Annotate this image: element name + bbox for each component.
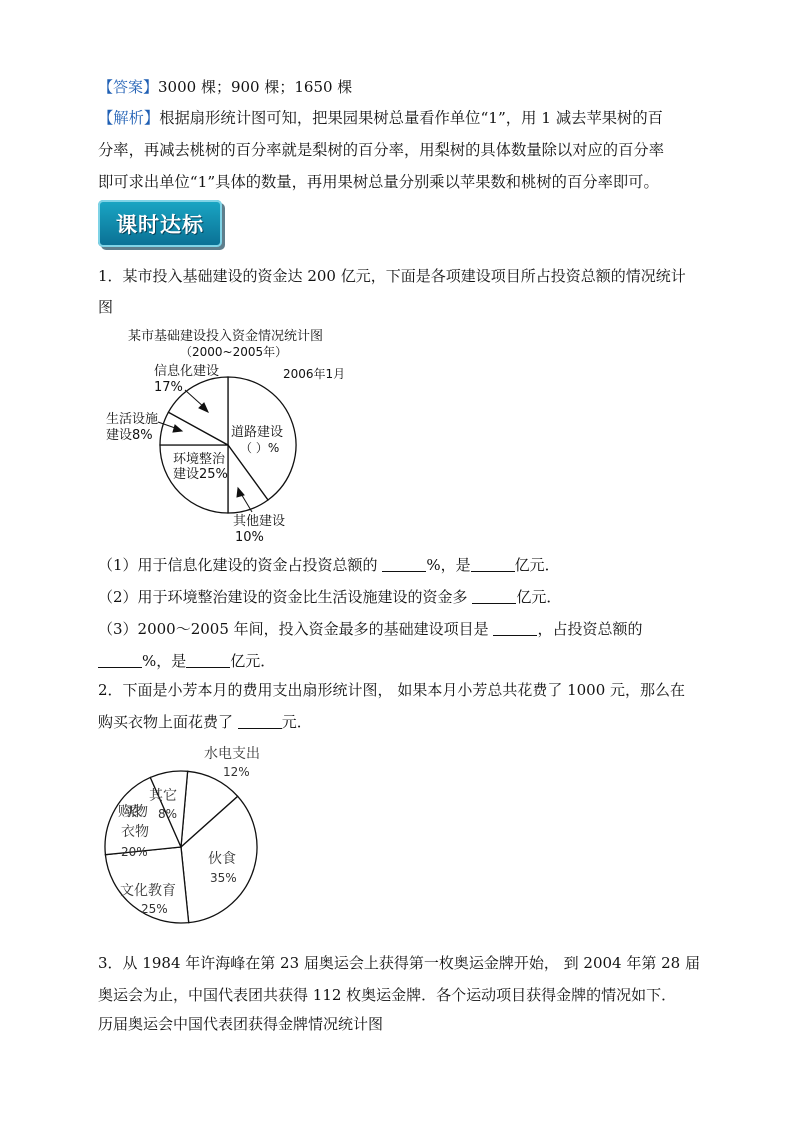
banner-label: 课时达标 xyxy=(116,212,204,237)
chart-1-label-other: 其他建设 xyxy=(233,514,286,529)
q1-sub-3-cont xyxy=(98,651,718,671)
chart-2-label-utilities: 水电支出 xyxy=(204,746,260,762)
answer-text: 3000 棵；900 棵；1650 棵 xyxy=(158,78,353,96)
chart-1-value-other: 10% xyxy=(235,530,264,545)
chart-1-title: 某市基础建设投入资金情况统计图 xyxy=(128,329,324,344)
q1-stem-line-1: 1．某市投入基础建设的资金达 200 亿元，下面是各项建设项目所占投资总额的情况统计 xyxy=(98,267,686,285)
q1-sub-3 xyxy=(98,619,718,639)
q1-sub-3-a: （3）2000～2005 年间，投入资金最多的基础建设项目是 xyxy=(98,620,494,638)
q1-sub-2-b: 亿元． xyxy=(516,588,562,606)
analysis-line-3: 即可求出单位“1”具体的数量，再用果树总量分别乘以苹果数和桃树的百分率即可。 xyxy=(98,173,659,191)
chart-1-date: 2006年1月 xyxy=(283,367,346,381)
analysis-line-2: 分率，再减去桃树的百分率就是梨树的百分率，用梨树的具体数量除以对应的百分率 xyxy=(98,141,664,159)
q2-stem-line-2 xyxy=(98,712,718,732)
blank-4[interactable] xyxy=(493,621,537,636)
q1-sub-2-a: （2）用于环境整治建设的资金比生活设施建设的资金多 xyxy=(98,588,473,606)
q2-stem-line-1: 2．下面是小芳本月的费用支出扇形统计图， 如果本月小芳总共花费了 1000 元，那么在 xyxy=(98,681,686,699)
analysis-line-1 xyxy=(98,108,718,128)
q2-stem-2-b: 元． xyxy=(281,713,312,731)
chart-1-label-life: 生活设施 xyxy=(106,412,159,427)
q1-stem-line-2: 图 xyxy=(98,298,114,316)
blank-2[interactable] xyxy=(471,557,515,572)
chart-2-label-clothes: 购买衣物 xyxy=(118,804,148,820)
chart-1-value-life: 建设8% xyxy=(106,428,153,443)
chart-1-value-info: 17% xyxy=(154,380,183,395)
chart-2-label-clothes-2: 衣物 xyxy=(121,824,149,840)
blank-7[interactable] xyxy=(238,714,282,729)
chart-1-subtitle: （2000~2005年） xyxy=(180,345,288,359)
q1-sub-1-b: %，是 xyxy=(426,556,471,574)
q3-stem-line-1: 3．从 1984 年许海峰在第 23 届奥运会上获得第一枚奥运金牌开始， 到 2004 年第 28 届 xyxy=(98,954,700,972)
blank-1[interactable] xyxy=(382,557,426,572)
blank-6[interactable] xyxy=(186,653,230,668)
q1-sub-2 xyxy=(98,587,718,607)
q3-stem-line-2: 奥运会为止，中国代表团共获得 112 枚奥运金牌．各个运动项目获得金牌的情况如下． xyxy=(98,986,677,1004)
analysis-tag: 【解析】 xyxy=(98,109,160,127)
q1-sub-1 xyxy=(98,555,718,575)
q2-stem-2-a: 购买衣物上面花费了 xyxy=(98,713,238,731)
answer-line xyxy=(98,77,718,97)
chart-2-label-edu: 文化教育 xyxy=(120,883,176,899)
chart-1-value-env: 建设25% xyxy=(173,467,228,482)
blank-5[interactable] xyxy=(98,653,142,668)
blank-3[interactable] xyxy=(472,589,516,604)
chart-2-value-clothes: 20% xyxy=(121,845,148,859)
q1-sub-1-c: 亿元． xyxy=(514,556,560,574)
q1-sub-3-d: 亿元． xyxy=(230,652,276,670)
chart-1-value-road: （ ）% xyxy=(240,441,280,455)
answer-tag: 【答案】 xyxy=(98,78,159,96)
section-banner xyxy=(98,200,222,247)
chart-2-label-other: 其它 xyxy=(149,788,177,804)
q1-sub-1-a: （1）用于信息化建设的资金占投资总额的 xyxy=(98,556,383,574)
q1-sub-3-b: ，占投资总额的 xyxy=(537,620,643,638)
chart-1-label-info: 信息化建设 xyxy=(154,364,220,379)
analysis-text-1: 根据扇形统计图可知，把果园果树总量看作单位“1”，用 1 减去苹果树的百 xyxy=(159,109,663,127)
chart-2-label-food: 伙食 xyxy=(208,851,236,867)
chart-1-label-env: 环境整治 xyxy=(173,452,226,467)
chart-2-value-food: 35% xyxy=(210,871,237,885)
chart-1-label-road: 道路建设 xyxy=(231,425,284,440)
chart-2-value-edu: 25% xyxy=(141,902,168,916)
chart-2-value-utilities: 12% xyxy=(223,765,250,779)
q1-sub-3-c: %，是 xyxy=(142,652,187,670)
chart-2-value-other: 8% xyxy=(158,807,178,821)
chart-1-pie xyxy=(100,320,360,550)
q3-stem-line-3: 历届奥运会中国代表团获得金牌情况统计图 xyxy=(98,1015,384,1033)
chart-2-pie xyxy=(96,740,276,940)
